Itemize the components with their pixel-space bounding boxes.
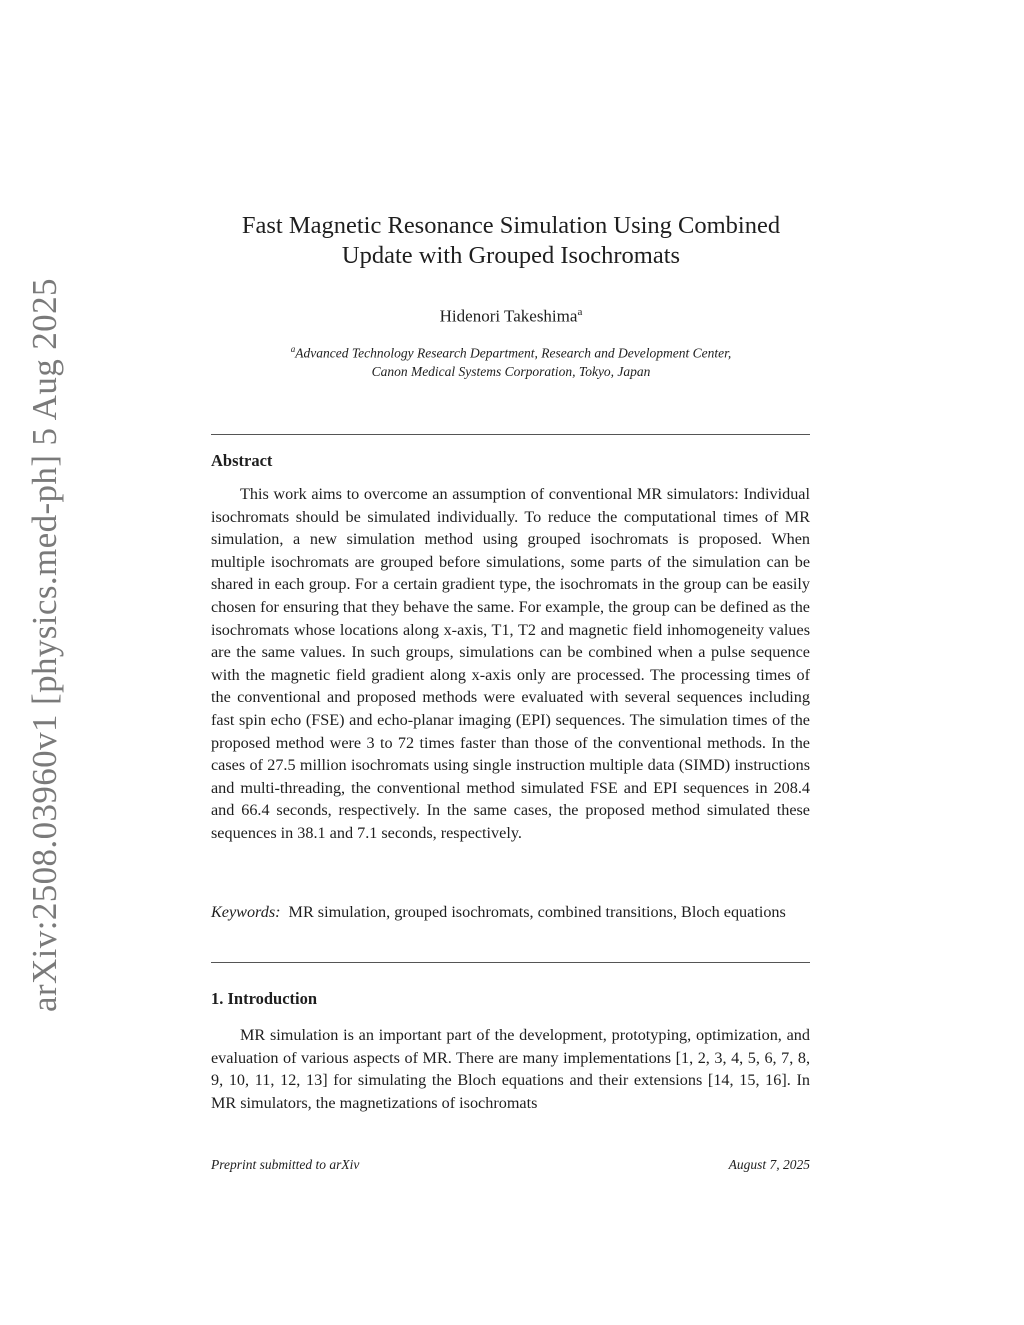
bottom-rule bbox=[211, 962, 810, 963]
keywords-text: MR simulation, grouped isochromats, combined transitions, Bloch equations bbox=[288, 903, 786, 921]
keywords-label: Keywords: bbox=[211, 903, 281, 921]
abstract-heading: Abstract bbox=[211, 451, 273, 470]
author-name: Hidenori Takeshima bbox=[439, 306, 578, 326]
affiliation-line-1-text: Advanced Technology Research Department, Research and Development Center, bbox=[295, 345, 732, 361]
title-line-2: Update with Grouped Isochromats bbox=[341, 242, 681, 269]
affiliation-line-1 bbox=[211, 340, 811, 363]
affiliation-mark: a bbox=[290, 344, 296, 354]
affiliation bbox=[211, 340, 811, 381]
top-rule bbox=[211, 434, 810, 435]
author-affiliation-mark: a bbox=[577, 306, 583, 318]
keywords bbox=[211, 901, 810, 924]
abstract-text: This work aims to overcome an assumption of conventional MR simulators: Individual isochromats should be simulated individually. To reduce the computational times of MR simulation, a new simulation method using grouped isochromats is proposed. When multiple isochromats are grouped before simulations, some parts of the simulation can be shared in each group. For a certain gradient type, the isochromats in the group can be easily chosen for ensuring that they behave the same. For example, the group can be defined as the isochromats whose locations along x-axis, T1, T2 and magnetic field inhomogeneity values are the same values. In such groups, simulations can be combined when a pulse sequence with the magnetic field gradient along x-axis only are processed. The processing times of the conventional and proposed methods were evaluated with several sequences including fast spin echo (FSE) and echo-planar imaging (EPI) sequences. The simulation times of the proposed method were 3 to 72 times faster than those of the conventional methods. In the cases of 27.5 million isochromats using single instruction multiple data (SIMD) instructions and multi-threading, the conventional method simulated FSE and EPI sequences in 208.4 and 66.4 seconds, respectively. In the same cases, the proposed method simulated these sequences in 38.1 and 7.1 seconds, respectively. bbox=[211, 485, 810, 842]
title-line-1: Fast Magnetic Resonance Simulation Using Combined bbox=[241, 212, 781, 239]
arxiv-identifier-stamp: arXiv:2508.03960v1 [physics.med-ph] 5 Aug 2025 bbox=[25, 278, 64, 1012]
introduction-text: MR simulation is an important part of the development, prototyping, optimization, and evaluation of various aspects of MR. There are many implementations [1, 2, 3, 4, 5, 6, 7, 8, 9, 10, 11, 12, 13] for simulating the Bloch equations and their extensions [14, 15, 16]. In MR simulators, the magnetizations of isochromats bbox=[211, 1026, 810, 1112]
paper-title bbox=[211, 211, 811, 271]
section-heading-introduction: 1. Introduction bbox=[211, 989, 318, 1008]
author bbox=[211, 301, 811, 328]
affiliation-line-2: Canon Medical Systems Corporation, Tokyo, Japan bbox=[371, 363, 651, 379]
footer-date: August 7, 2025 bbox=[728, 1157, 810, 1172]
footer-preprint-note: Preprint submitted to arXiv bbox=[211, 1157, 360, 1172]
